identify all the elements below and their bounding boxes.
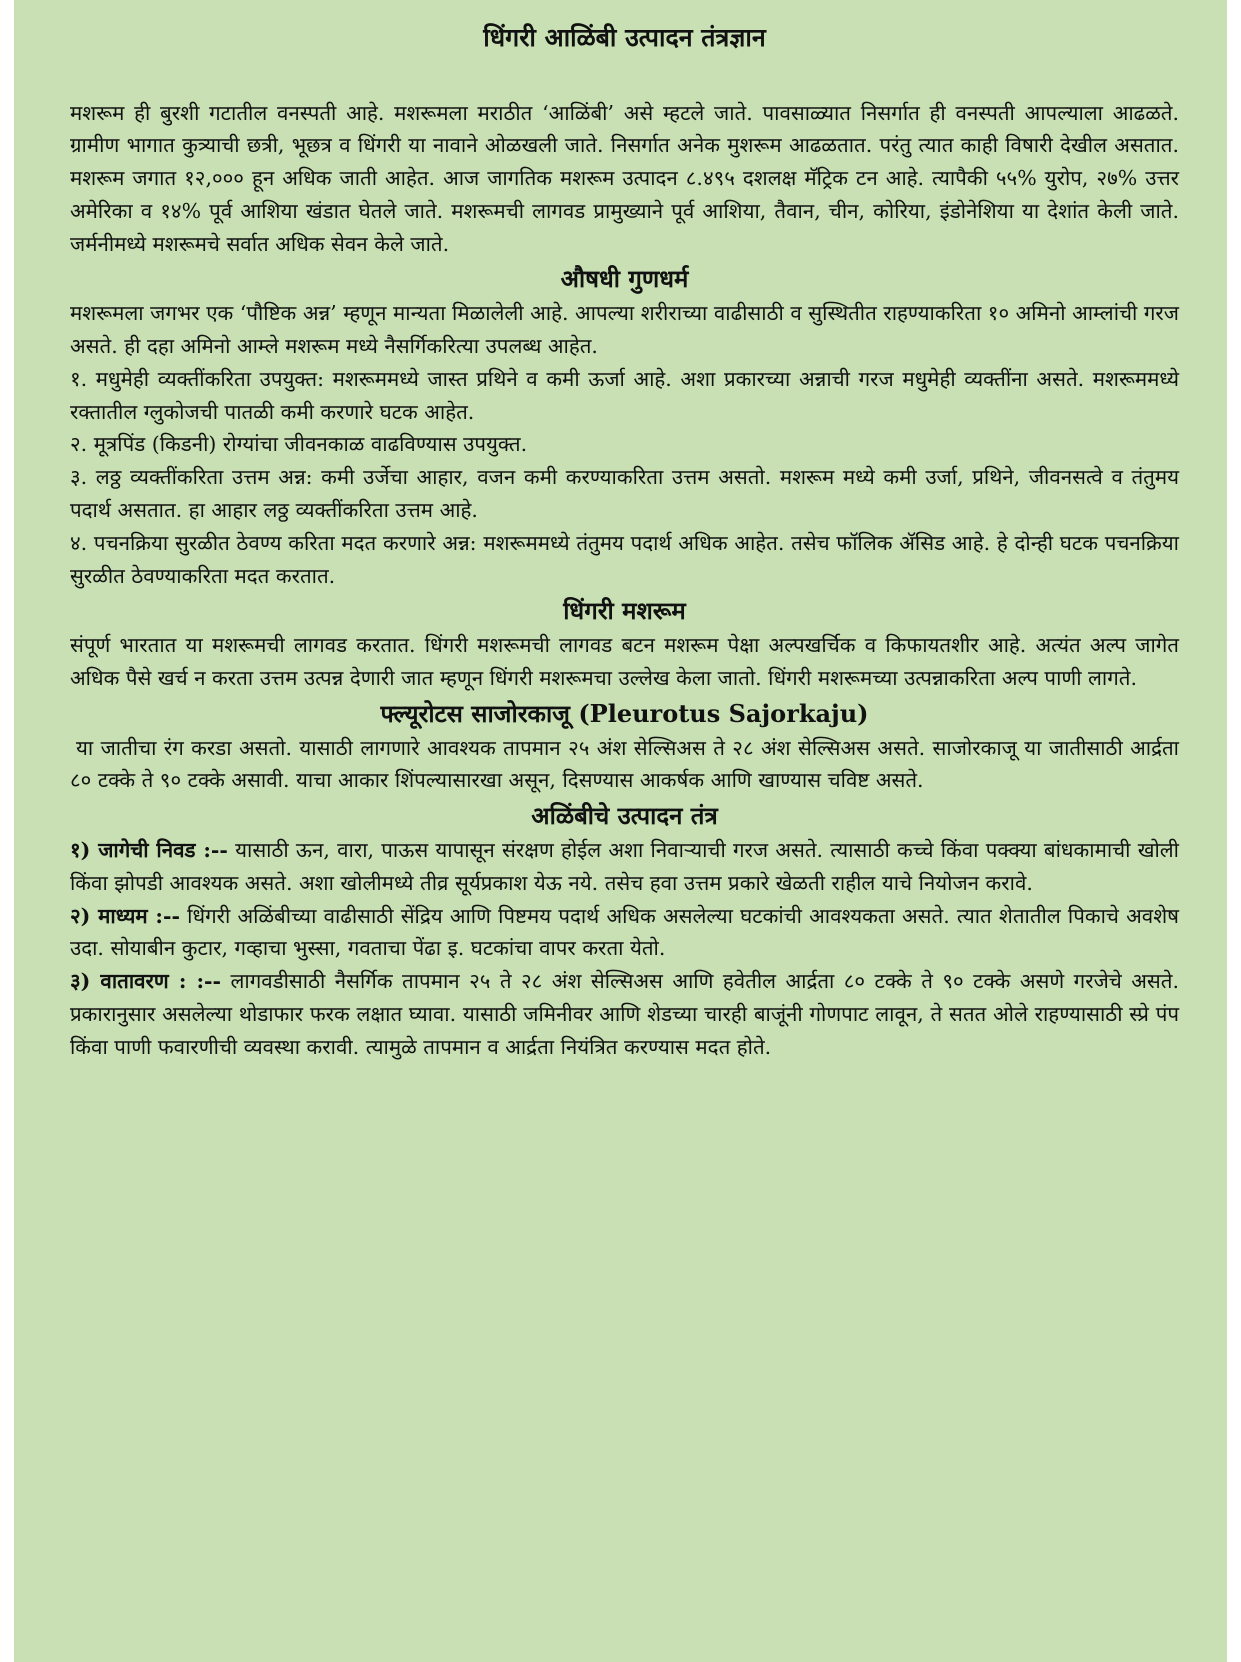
document-page — [14, 0, 1227, 1662]
section-heading-medicinal: औषधी गुणधर्म — [560, 264, 689, 294]
production-step — [70, 834, 1179, 900]
step-text: लागवडीसाठी नैसर्गिक तापमान २५ ते २८ अंश सेल्सिअस आणि हवेतील आर्द्रता ८० टक्के ते ९० टक्के असणे गरजेचे असते. प्रकारानुसार असलेल्या थोडाफार फरक लक्षात घ्यावा. यासाठी जमिनीवर आणि शेडच्या चारही बाजूंनी गोणपाट लावून, ते सतत ओले राहण्यासाठी स्प्रे पंप किंवा पाणी फवारणीची व्यवस्था करावी. त्यामुळे तापमान व आर्द्रता नियंत्रित करण्यास मदत होते. — [70, 969, 1179, 1059]
pleurotus-paragraph: या जातीचा रंग करडा असतो. यासाठी लागणारे आवश्यक तापमान २५ अंश सेल्सिअस ते २८ अंश सेल्सिअस असते. साजोरकाजू या जातीसाठी आर्द्रता ८० टक्के ते ९० टक्के असावी. याचा आकार शिंपल्यासारखा असून, दिसण्यास आकर्षक आणि खाण्यास चविष्ट असते. — [70, 735, 1179, 793]
medicinal-point: ४. पचनक्रिया सुरळीत ठेवण्य करिता मदत करणारे अन्न: मशरूममध्ये तंतुमय पदार्थ अधिक आहेत. तसेच फॉलिक ॲसिड आहे. हे दोन्ही घटक पचनक्रिया सुरळीत ठेवण्याकरिता मदत करतात. — [70, 530, 1179, 588]
step-label: १) जागेची निवड :-- — [70, 838, 228, 863]
step-label: ३) वातावरण : :-- — [70, 969, 222, 994]
intro-paragraph: मशरूम ही बुरशी गटातील वनस्पती आहे. मशरूमला मराठीत ‘आळिंबी’ असे म्हटले जाते. पावसाळ्यात निसर्गात ही वनस्पती आपल्याला आढळते. ग्रामीण भागात कुत्र्याची छत्री, भूछत्र व धिंगरी या नावाने ओळखली जाते. निसर्गात अनेक मुशरूम आढळतात. परंतु त्यात काही विषारी देखील असतात. मशरूम जगात १२,००० हून अधिक जाती आहेत. आज जागतिक मशरूम उत्पादन ८.४९५ दशलक्ष मॅट्रिक टन आहे. त्यापैकी ५५% युरोप, २७% उत्तर अमेरिका व १४% पूर्व आशिया खंडात घेतले जाते. मशरूमची लागवड प्रामुख्याने पूर्व आशिया, तैवान, चीन, कोरिया, इंडोनेशिया या देशांत केली जाते. जर्मनीमध्ये मशरूमचे सर्वात अधिक सेवन केले जाते. — [70, 100, 1179, 256]
step-text: धिंगरी अळिंबीच्या वाढीसाठी सेंद्रिय आणि पिष्टमय पदार्थ अधिक असलेल्या घटकांची आवश्यकता असते. त्यात शेतातील पिकाचे अवशेष उदा. सोयाबीन कुटार, गव्हाचा भुस्सा, गवताचा पेंढा इ. घटकांचा वापर करता येतो. — [70, 903, 1179, 961]
production-step — [70, 900, 1179, 966]
step-text: यासाठी ऊन, वारा, पाऊस यापासून संरक्षण होईल अशा निवाऱ्याची गरज असते. त्यासाठी कच्चे किंवा पक्क्या बांधकामाची खोली किंवा झोपडी आवश्यक असते. अशा खोलीमध्ये तीव्र सूर्यप्रकाश येऊ नये. तसेच हवा उत्तम प्रकारे खेळती राहील याचे नियोजन करावे. — [70, 838, 1179, 895]
medicinal-point: १. मधुमेही व्यक्तींकरिता उपयुक्त: मशरूममध्ये जास्त प्रथिने व कमी ऊर्जा आहे. अशा प्रकारच्या अन्नाची गरज मधुमेही व्यक्तींना असते. मशरूममध्ये रक्तातील ग्लुकोजची पातळी कमी करणारे घटक आहेत. — [70, 366, 1179, 424]
section-heading-production: अळिंबीचे उत्पादन तंत्र — [531, 801, 718, 831]
section-heading-dhingri: धिंगरी मशरूम — [563, 596, 686, 626]
section-heading-pleurotus: फ्ल्यूरोटस साजोरकाजू (Pleurotus Sajorkaju) — [380, 698, 869, 728]
medicinal-point: २. मूत्रपिंड (किडनी) रोग्यांचा जीवनकाळ वाढविण्यास उपयुक्त. — [70, 432, 528, 457]
medicinal-point: ३. लठ्ठ व्यक्तींकरिता उत्तम अन्न: कमी उर्जेचा आहार, वजन कमी करण्याकरिता उत्तम असतो. मशरूम मध्ये कमी उर्जा, प्रथिने, जीवनसत्वे व तंतुमय पदार्थ असतात. हा आहार लठ्ठ व्यक्तींकरिता उत्तम आहे. — [70, 465, 1179, 523]
step-label: २) माध्यम :-- — [70, 903, 180, 928]
document-title: धिंगरी आळिंबी उत्पादन तंत्रज्ञान — [483, 23, 766, 52]
medicinal-intro: मशरूमला जगभर एक ‘पौष्टिक अन्न’ म्हणून मान्यता मिळालेली आहे. आपल्या शरीराच्या वाढीसाठी व सुस्थितीत राहण्याकरिता १० अमिनो आम्लांची गरज असते. ही दहा अमिनो आम्ले मशरूम मध्ये नैसर्गिकरित्या उपलब्ध आहेत. — [70, 301, 1179, 359]
dhingri-paragraph: संपूर्ण भारतात या मशरूमची लागवड करतात. धिंगरी मशरूमची लागवड बटन मशरूम पेक्षा अल्पखर्चिक व किफायतशीर आहे. अत्यंत अल्प जागेत अधिक पैसे खर्च न करता उत्तम उत्पन्न देणारी जात म्हणून धिंगरी मशरूमचा उल्लेख केला जातो. धिंगरी मशरूमच्या उत्पन्नाकरिता अल्प पाणी लागते. — [70, 633, 1179, 691]
production-step — [70, 965, 1179, 1063]
